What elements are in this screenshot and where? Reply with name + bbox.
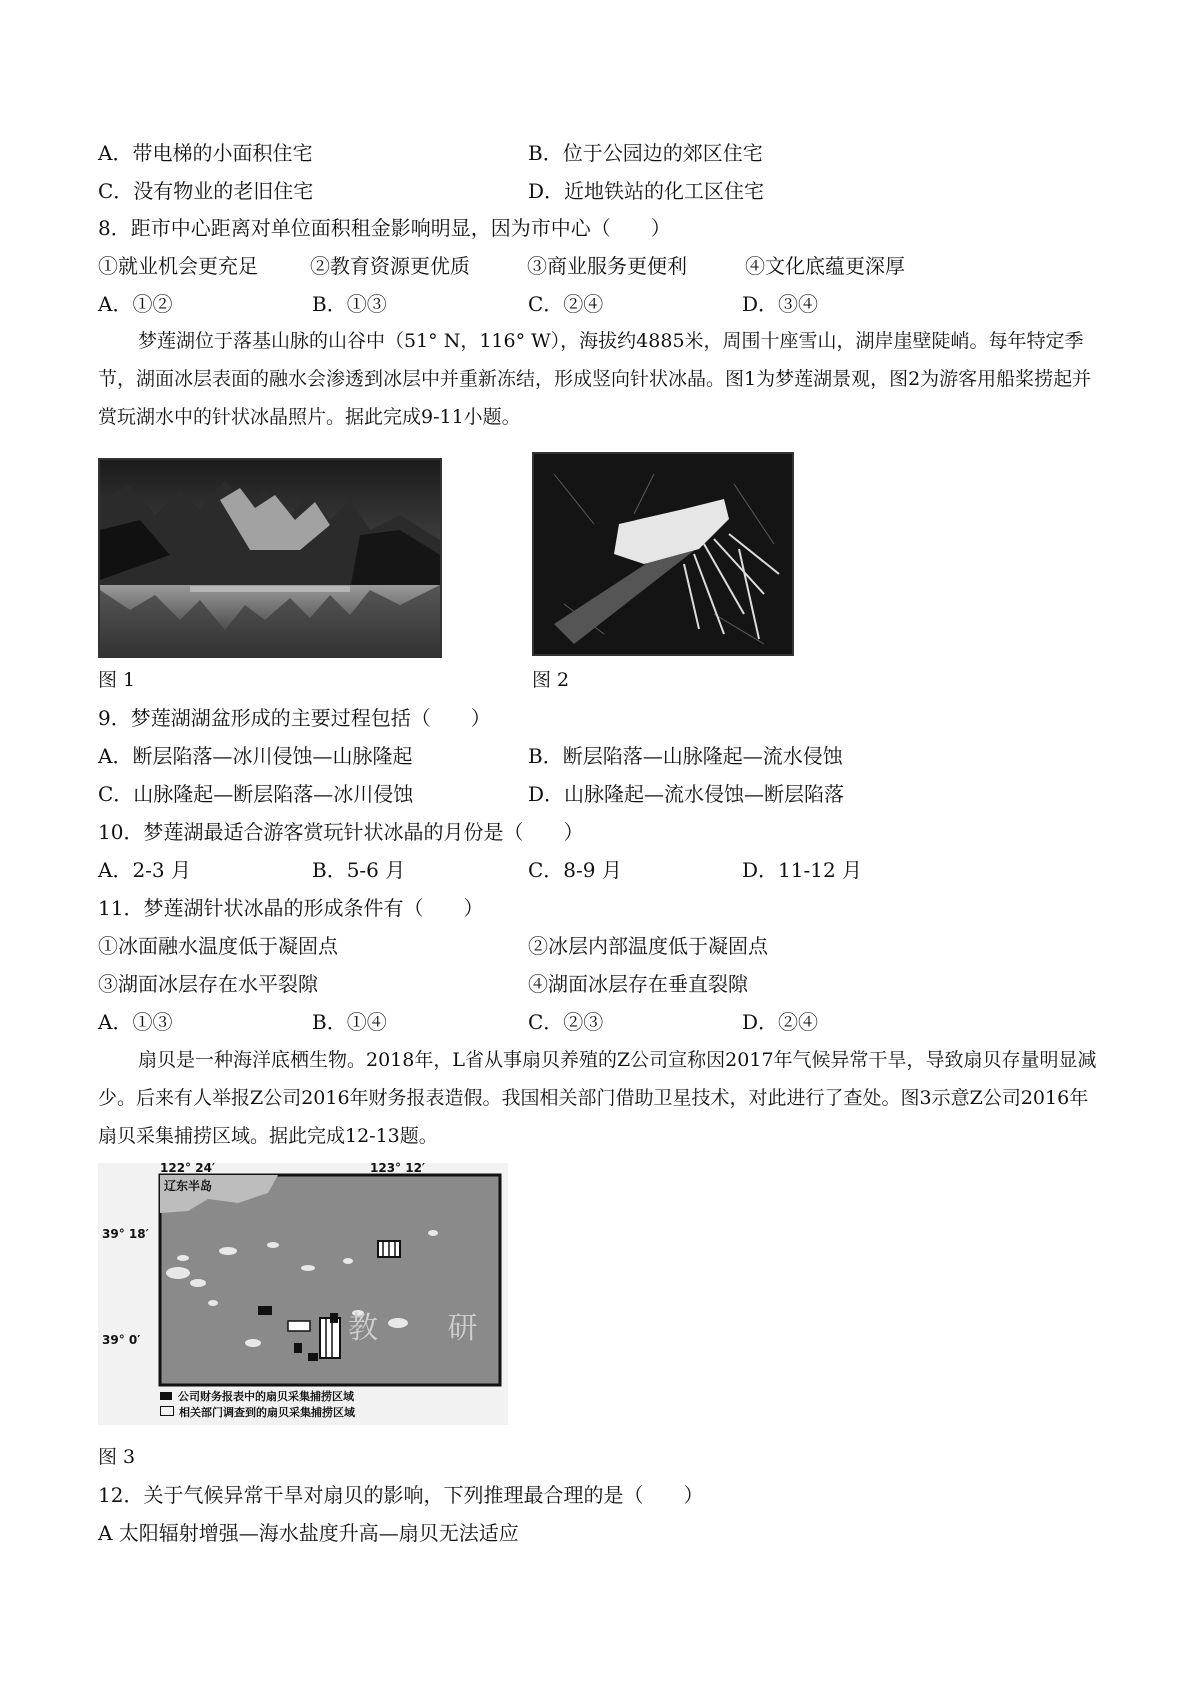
q8-item-1: ①就业机会更充足	[98, 254, 258, 278]
q8-option-d: D．③④	[742, 292, 819, 316]
q8-option-b: B．①③	[312, 292, 387, 316]
q8-option-a: A．①②	[98, 292, 173, 316]
q11-item-1: ①冰面融水温度低于凝固点	[98, 934, 338, 958]
q8-item-2: ②教育资源更优质	[310, 254, 470, 278]
figure-1-photo	[98, 458, 442, 658]
q8-item-3: ③商业服务更便利	[527, 254, 687, 278]
q11-option-a: A．①③	[98, 1010, 173, 1034]
q11-item-4: ④湖面冰层存在垂直裂隙	[528, 972, 748, 996]
q11-option-c: C．②③	[528, 1010, 604, 1034]
q9-option-d: D．山脉隆起—流水侵蚀—断层陷落	[528, 782, 845, 806]
q11-item-2: ②冰层内部温度低于凝固点	[528, 934, 768, 958]
q9-option-c: C．山脉隆起—断层陷落—冰川侵蚀	[98, 782, 414, 806]
q9-option-a: A．断层陷落—冰川侵蚀—山脉隆起	[98, 744, 413, 768]
q9-option-b: B．断层陷落—山脉隆起—流水侵蚀	[528, 744, 843, 768]
figure-2-caption: 图 2	[532, 669, 570, 691]
figure-2-photo	[532, 452, 794, 656]
q10-option-c: C．8-9 月	[528, 858, 622, 882]
q11-item-3: ③湖面冰层存在水平裂隙	[98, 972, 318, 996]
q11-option-b: B．①④	[312, 1010, 387, 1034]
ice-crystals-image	[534, 454, 792, 654]
legend-hatched-swatch	[160, 1406, 174, 1416]
q7-option-d: D．近地铁站的化工区住宅	[528, 179, 765, 203]
map-region-label: 辽东半岛	[164, 1179, 213, 1193]
map-legend	[160, 1389, 355, 1421]
map-lon-right: 123° 12′	[370, 1161, 426, 1175]
figure-1-caption: 图 1	[98, 669, 136, 691]
map-lon-left: 122° 24′	[160, 1161, 216, 1175]
passage-lake: 梦莲湖位于落基山脉的山谷中（51° N，116° W），海拔约4885米，周围十座雪山，湖岸崖壁陡峭。每年特定季节，湖面冰层表面的融水会渗透到冰层中并重新冻结，形成竖向针状冰晶。图1为梦莲湖景观，图2为游客用船桨捞起并赏玩湖水中的针状冰晶照片。据此完成9-11小题。	[98, 330, 1092, 428]
q9-stem: 9．梦莲湖湖盆形成的主要过程包括（ ）	[98, 706, 491, 730]
figure-3-map	[98, 1163, 508, 1425]
legend-solid-swatch	[160, 1392, 172, 1400]
legend-item-survey	[160, 1405, 355, 1421]
map-watermark: 教 研	[348, 1311, 508, 1346]
q11-option-d: D．②④	[742, 1010, 819, 1034]
legend-item-report	[160, 1389, 355, 1405]
q8-item-4: ④文化底蕴更深厚	[745, 254, 905, 278]
legend-survey-label: 相关部门调查到的扇贝采集捕捞区域	[179, 1406, 355, 1419]
q8-option-c: C．②④	[528, 292, 604, 316]
q12-stem: 12．关于气候异常干旱对扇贝的影响，下列推理最合理的是（ ）	[98, 1483, 704, 1507]
map-lat-bottom: 39° 0′	[102, 1333, 141, 1347]
legend-report-label: 公司财务报表中的扇贝采集捕捞区域	[178, 1390, 354, 1403]
q12-option-a: A 太阳辐射增强—海水盐度升高—扇贝无法适应	[98, 1521, 519, 1545]
q7-option-c: C．没有物业的老旧住宅	[98, 179, 314, 203]
q7-option-a: A．带电梯的小面积住宅	[98, 141, 313, 165]
q10-stem: 10．梦莲湖最适合游客赏玩针状冰晶的月份是（ ）	[98, 820, 584, 844]
passage-scallop: 扇贝是一种海洋底栖生物。2018年，L省从事扇贝养殖的Z公司宣称因2017年气候异常干旱，导致扇贝存量明显减少。后来有人举报Z公司2016年财务报表造假。我国相关部门借助卫星技术，对此进行了查处。图3示意Z公司2016年扇贝采集捕捞区域。据此完成12-13题。	[98, 1049, 1097, 1147]
scallop-area-map	[98, 1163, 508, 1425]
q10-option-b: B．5-6 月	[312, 858, 406, 882]
mountain-lake-image	[100, 460, 440, 656]
q10-option-a: A．2-3 月	[98, 858, 192, 882]
q11-stem: 11．梦莲湖针状冰晶的形成条件有（ ）	[98, 896, 484, 920]
map-lat-top: 39° 18′	[102, 1227, 149, 1241]
q10-option-d: D．11-12 月	[742, 858, 863, 882]
figure-3-caption: 图 3	[98, 1446, 136, 1468]
q7-option-b: B．位于公园边的郊区住宅	[528, 141, 763, 165]
q8-stem: 8．距市中心距离对单位面积租金影响明显，因为市中心（ ）	[98, 216, 671, 240]
